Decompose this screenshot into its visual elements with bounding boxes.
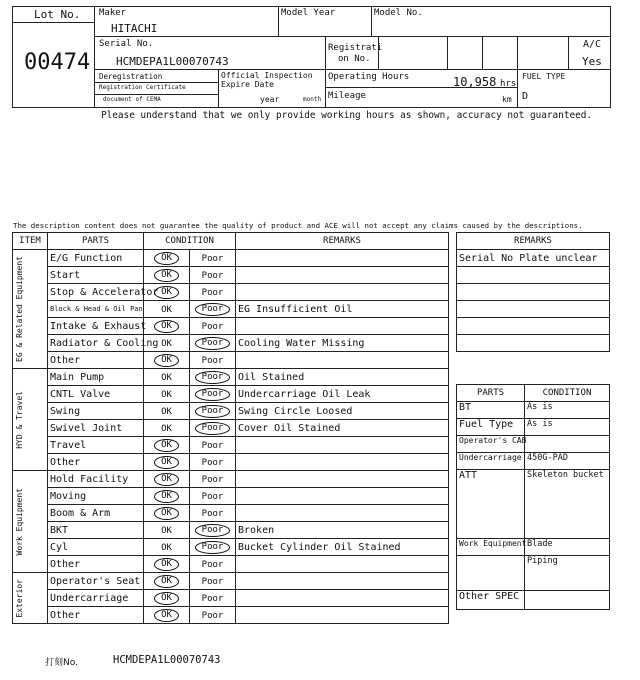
table-row (13, 267, 449, 284)
hours-value: 10,958 (453, 75, 497, 89)
table-row (13, 284, 449, 301)
poor-cell (190, 386, 236, 403)
part-name: Swing (48, 403, 144, 420)
ok-cell (144, 420, 190, 437)
selected-condition: OK (154, 575, 179, 588)
condition-option: Poor (201, 321, 224, 332)
ok-cell (144, 352, 190, 369)
condition-option: OK (161, 406, 172, 417)
part-name: Main Pump (48, 369, 144, 386)
ok-cell (144, 454, 190, 471)
fuel-label: FUEL TYPE (522, 72, 566, 81)
remarks-cell (457, 335, 610, 352)
parts-row (457, 539, 610, 556)
remark-cell: Broken (236, 522, 449, 539)
table-row (13, 556, 449, 573)
condition-option: Poor (201, 253, 224, 264)
remark-cell (236, 607, 449, 624)
part-name: Other (48, 454, 144, 471)
parts-table-parts-header: PARTS (457, 385, 525, 402)
table-row (13, 539, 449, 556)
ok-cell (144, 267, 190, 284)
table-row (13, 522, 449, 539)
parts-row (457, 436, 610, 453)
condition-option: OK (161, 542, 172, 553)
parts-name (457, 556, 525, 591)
poor-cell (190, 250, 236, 267)
condition-option: OK (161, 423, 172, 434)
parts-row (457, 470, 610, 539)
poor-cell (190, 471, 236, 488)
remarks-row (457, 267, 610, 284)
parts-row (457, 591, 610, 610)
ac-value: Yes (582, 55, 602, 68)
parts-condition (525, 436, 610, 453)
disclaimer: The description content does not guarantee the quality of product and ACE will not accept any claims caused by the descriptions. (13, 221, 583, 230)
table-row (13, 471, 449, 488)
poor-cell (190, 539, 236, 556)
part-name: Other (48, 352, 144, 369)
model-no-label: Model No. (374, 8, 423, 18)
table-row (13, 335, 449, 352)
group-label: Work Equipment (13, 471, 48, 573)
table-row (13, 352, 449, 369)
condition-option: OK (161, 304, 172, 315)
inspection-table (12, 232, 449, 624)
remark-cell (236, 284, 449, 301)
ok-cell (144, 284, 190, 301)
stamp-value: HCMDEPA1L00070743 (113, 654, 221, 666)
cema-label: document of CEMA (103, 96, 161, 103)
parts-condition: 450G-PAD (525, 453, 610, 470)
serial-label: Serial No. (99, 39, 154, 49)
condition-option: Poor (201, 270, 224, 281)
poor-cell (190, 318, 236, 335)
table-row (13, 437, 449, 454)
part-name: Boom & Arm (48, 505, 144, 522)
condition-option: Poor (201, 610, 224, 621)
remarks-row (457, 250, 610, 267)
condition-option: Poor (201, 508, 224, 519)
ok-cell (144, 437, 190, 454)
table-row (13, 250, 449, 267)
parts-table (456, 384, 610, 610)
remark-cell (236, 352, 449, 369)
part-name: Radiator & Cooling (48, 335, 144, 352)
condition-header: CONDITION (144, 233, 236, 250)
remark-cell: Cover Oil Stained (236, 420, 449, 437)
selected-condition: Poor (195, 524, 231, 537)
inspection-label-1: Official Inspection (221, 71, 313, 80)
poor-cell (190, 488, 236, 505)
table-row (13, 301, 449, 318)
remark-cell (236, 590, 449, 607)
ok-cell (144, 386, 190, 403)
ok-cell (144, 369, 190, 386)
lot-number: 00474 (24, 50, 91, 75)
remarks-row (457, 284, 610, 301)
table-row (13, 369, 449, 386)
parts-table-condition-header: CONDITION (525, 385, 610, 402)
poor-cell (190, 403, 236, 420)
part-name: Operator's Seat (48, 573, 144, 590)
selected-condition: OK (154, 286, 179, 299)
table-row (13, 573, 449, 590)
ok-cell (144, 301, 190, 318)
remark-cell: EG Insufficient Oil (236, 301, 449, 318)
model-year-label: Model Year (281, 8, 336, 18)
group-label: EG & Related Equipment (13, 250, 48, 369)
selected-condition: OK (154, 354, 179, 367)
ok-cell (144, 403, 190, 420)
parts-name: ATT (457, 470, 525, 539)
ok-cell (144, 556, 190, 573)
condition-option: Poor (201, 287, 224, 298)
condition-option: Poor (201, 457, 224, 468)
parts-row (457, 402, 610, 419)
condition-option: Poor (201, 440, 224, 451)
selected-condition: OK (154, 320, 179, 333)
ok-cell (144, 539, 190, 556)
selected-condition: Poor (195, 541, 231, 554)
part-name: Travel (48, 437, 144, 454)
remark-cell: Bucket Cylinder Oil Stained (236, 539, 449, 556)
remark-cell (236, 318, 449, 335)
parts-header: PARTS (48, 233, 144, 250)
registration-label-1: Registrati (328, 43, 383, 53)
condition-option: Poor (201, 474, 224, 485)
ok-cell (144, 522, 190, 539)
part-name: Start (48, 267, 144, 284)
parts-name: Undercarriage (457, 453, 525, 470)
parts-name: Other SPEC (457, 591, 525, 610)
poor-cell (190, 301, 236, 318)
parts-name: Fuel Type (457, 419, 525, 436)
condition-option: Poor (201, 491, 224, 502)
condition-option: Poor (201, 559, 224, 570)
remarks-table-header: REMARKS (457, 233, 610, 250)
hrs-unit: hrs (500, 79, 517, 89)
parts-condition: As is (525, 402, 610, 419)
part-name: Undercarriage (48, 590, 144, 607)
registration-label-2: on No. (338, 54, 371, 64)
dereg-label: Deregistration (99, 72, 163, 81)
hours-note: Please understand that we only provide working hours as shown, accuracy not guaranteed. (101, 110, 593, 121)
selected-condition: Poor (195, 422, 231, 435)
poor-cell (190, 437, 236, 454)
parts-row (457, 419, 610, 436)
ok-cell (144, 471, 190, 488)
poor-cell (190, 352, 236, 369)
parts-name: Operator's CAB (457, 436, 525, 453)
condition-option: Poor (201, 593, 224, 604)
ok-cell (144, 607, 190, 624)
selected-condition: Poor (195, 405, 231, 418)
remark-cell (236, 471, 449, 488)
remark-cell (236, 250, 449, 267)
inspection-label-2: Expire Date (221, 80, 274, 89)
selected-condition: Poor (195, 337, 231, 350)
poor-cell (190, 369, 236, 386)
ok-cell (144, 573, 190, 590)
part-name: CNTL Valve (48, 386, 144, 403)
remark-cell (236, 556, 449, 573)
table-row (13, 590, 449, 607)
remark-cell (236, 454, 449, 471)
condition-option: OK (161, 372, 172, 383)
parts-condition (525, 591, 610, 610)
parts-row (457, 556, 610, 591)
ok-cell (144, 250, 190, 267)
maker-label: Maker (99, 8, 127, 18)
remarks-header: REMARKS (236, 233, 449, 250)
selected-condition: OK (154, 490, 179, 503)
remarks-row (457, 318, 610, 335)
condition-option: OK (161, 389, 172, 400)
remark-cell (236, 488, 449, 505)
condition-option: Poor (201, 576, 224, 587)
table-row (13, 420, 449, 437)
table-row (13, 505, 449, 522)
remark-cell (236, 267, 449, 284)
part-name: Stop & Accelerator (48, 284, 144, 301)
poor-cell (190, 454, 236, 471)
hours-label: Operating Hours (328, 72, 410, 82)
part-name: Other (48, 556, 144, 573)
condition-option: Poor (201, 355, 224, 366)
lot-label: Lot No. (34, 8, 81, 21)
ok-cell (144, 590, 190, 607)
selected-condition: OK (154, 609, 179, 622)
table-row (13, 488, 449, 505)
group-label: Exterior (13, 573, 48, 624)
remarks-row (457, 301, 610, 318)
remarks-table (456, 232, 610, 352)
selected-condition: OK (154, 439, 179, 452)
mileage-label: Mileage (328, 91, 366, 101)
part-name: Cyl (48, 539, 144, 556)
remark-cell (236, 573, 449, 590)
remark-cell: Cooling Water Missing (236, 335, 449, 352)
parts-condition: Blade (525, 539, 610, 556)
parts-condition: As is (525, 419, 610, 436)
poor-cell (190, 590, 236, 607)
remarks-cell (457, 318, 610, 335)
remarks-cell: Serial No Plate unclear (457, 250, 610, 267)
poor-cell (190, 573, 236, 590)
table-row (13, 386, 449, 403)
group-label: HYD & Travel (13, 369, 48, 471)
ok-cell (144, 505, 190, 522)
selected-condition: Poor (195, 371, 231, 384)
poor-cell (190, 420, 236, 437)
poor-cell (190, 607, 236, 624)
part-name: Other (48, 607, 144, 624)
poor-cell (190, 267, 236, 284)
parts-condition: Piping (525, 556, 610, 591)
part-name: BKT (48, 522, 144, 539)
fuel-value: D (522, 91, 529, 102)
table-row (13, 318, 449, 335)
remark-cell: Undercarriage Oil Leak (236, 386, 449, 403)
condition-option: OK (161, 525, 172, 536)
reg-cert-label: Registration Certificate (99, 84, 186, 91)
remark-cell: Oil Stained (236, 369, 449, 386)
item-header: ITEM (13, 233, 48, 250)
remarks-cell (457, 301, 610, 318)
selected-condition: OK (154, 592, 179, 605)
parts-name: Work Equipment (457, 539, 525, 556)
part-name: Intake & Exhaust (48, 318, 144, 335)
part-name: Swivel Joint (48, 420, 144, 437)
parts-table-header (457, 385, 610, 402)
ac-label: A/C (583, 39, 602, 50)
poor-cell (190, 556, 236, 573)
remark-cell (236, 437, 449, 454)
ok-cell (144, 318, 190, 335)
remark-cell (236, 505, 449, 522)
parts-row (457, 453, 610, 470)
table-row (13, 454, 449, 471)
stamp-label: 打刻No. (45, 658, 78, 668)
table-row (13, 607, 449, 624)
poor-cell (190, 522, 236, 539)
ok-cell (144, 488, 190, 505)
serial-value: HCMDEPA1L00070743 (116, 55, 229, 68)
inspection-table-header (13, 233, 449, 250)
remarks-cell (457, 284, 610, 301)
selected-condition: OK (154, 252, 179, 265)
parts-name: BT (457, 402, 525, 419)
selected-condition: Poor (195, 388, 231, 401)
part-name: Block & Head & Oil Pan (48, 301, 144, 318)
poor-cell (190, 505, 236, 522)
remarks-cell (457, 267, 610, 284)
selected-condition: OK (154, 456, 179, 469)
part-name: Moving (48, 488, 144, 505)
ok-cell (144, 335, 190, 352)
parts-condition: Skeleton bucket (525, 470, 610, 539)
selected-condition: OK (154, 507, 179, 520)
table-row (13, 403, 449, 420)
month-label: month (303, 96, 322, 103)
poor-cell (190, 284, 236, 301)
km-unit: km (502, 95, 512, 104)
condition-option: OK (161, 338, 172, 349)
selected-condition: OK (154, 558, 179, 571)
selected-condition: OK (154, 473, 179, 486)
year-label: year (260, 95, 280, 104)
part-name: E/G Function (48, 250, 144, 267)
part-name: Hold Facility (48, 471, 144, 488)
remark-cell: Swing Circle Loosed (236, 403, 449, 420)
selected-condition: Poor (195, 303, 231, 316)
maker-value: HITACHI (111, 22, 158, 35)
selected-condition: OK (154, 269, 179, 282)
remarks-row (457, 335, 610, 352)
poor-cell (190, 335, 236, 352)
